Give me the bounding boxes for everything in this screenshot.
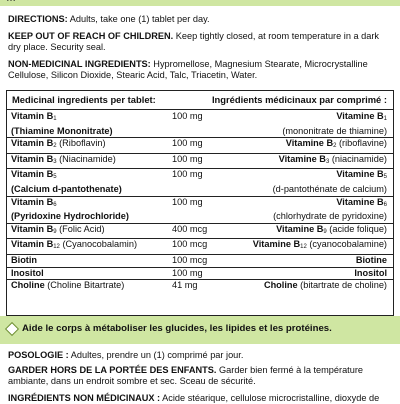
- ingredient-fr: (d-pantothénate de calcium): [272, 183, 387, 194]
- directions-text: Adults, take one (1) tablet per day.: [67, 14, 210, 24]
- french-nonmedicinal-paragraph: [8, 393, 394, 404]
- ingredient-fr: Vitamine $B_{12}$ (cyanocobalamine): [252, 239, 387, 251]
- claim-banner: [0, 316, 400, 344]
- ingredient-fr: Vitamine $B_5$: [336, 169, 387, 181]
- ingredient-en: Choline (Choline Bitartrate): [11, 280, 125, 291]
- ingredient-en: (Thiamine Mononitrate): [11, 125, 113, 136]
- ingredient-amount: 100 mg: [172, 111, 203, 121]
- ingredient-en: Biotin: [11, 254, 38, 265]
- clipped-top-text: [6, 0, 16, 4]
- ingredient-en: (Pyridoxine Hydrochloride): [11, 211, 129, 222]
- keep-out-label: KEEP OUT OF REACH OF CHILDREN.: [8, 31, 174, 41]
- ingredient-amount: 100 mg: [172, 138, 203, 149]
- directions-paragraph: [8, 14, 394, 25]
- table-row: [7, 268, 393, 281]
- table-row: [7, 239, 393, 255]
- top-green-strip: [0, 0, 400, 6]
- garder-text: Garder bien fermé à la température ambiante, dans un endroit sombre et sec. Sceau de sécurité.: [8, 365, 364, 387]
- ingredient-fr: Choline (bitartrate de choline): [263, 280, 387, 291]
- ingredient-fr: Vitamine $B_6$: [336, 196, 387, 208]
- table-row: [7, 126, 393, 139]
- table-row: [7, 197, 393, 212]
- ingredient-fr: Biotine: [355, 254, 387, 265]
- table-row: [7, 224, 393, 240]
- ingredient-amount: 100 mcg: [172, 239, 208, 250]
- ingredient-fr: Vitamine $B_9$ (acide folique): [276, 223, 387, 235]
- directions-label: DIRECTIONS:: [8, 14, 68, 24]
- ingredient-amount: 400 mcg: [172, 223, 208, 234]
- ingredient-fr: Inositol: [354, 267, 387, 278]
- ingredient-en: (Calcium d-pantothenate): [11, 183, 122, 194]
- ingredient-en: Vitamin $B_5$: [11, 169, 57, 181]
- keep-out-text: Keep tightly closed, at room temperature in a dark dry place. Security seal.: [8, 31, 380, 53]
- claim-text: Aide le corps à métaboliser les glucides, les lipides et les protéines.: [22, 323, 332, 334]
- diamond-bullet-icon: [5, 322, 19, 336]
- ingredient-amount: 100 mg: [172, 267, 203, 278]
- table-row: [7, 211, 393, 224]
- french-nonmedicinal-label: INGRÉDIENTS NON MÉDICINAUX :: [8, 393, 161, 403]
- nonmedicinal-label: NON-MEDICINAL INGREDIENTS:: [8, 59, 151, 69]
- ingredient-en: Vitamin $B_3$ (Niacinamide): [11, 153, 116, 165]
- ingredient-amount: 100 mg: [172, 169, 203, 180]
- ingredient-fr: Vitamine $B_3$ (niacinamide): [278, 153, 387, 165]
- nonmedicinal-paragraph: [8, 59, 394, 81]
- ingredient-fr: (mononitrate de thiamine): [282, 125, 387, 136]
- ingredient-amount: 100 mcg: [172, 254, 208, 265]
- table-row: [7, 154, 393, 170]
- ingredient-amount: 100 mg: [172, 153, 203, 164]
- ingredient-en: Inositol: [11, 267, 44, 278]
- table-header-en: Medicinal ingredients per tablet:: [12, 94, 156, 105]
- posologie-text: Adultes, prendre un (1) comprimé par jour.: [68, 350, 244, 360]
- table-row: [7, 184, 393, 197]
- posologie-label: POSOLOGIE :: [8, 350, 69, 360]
- table-header-fr: Ingrédients médicinaux par comprimé :: [211, 94, 387, 105]
- table-row: [7, 111, 393, 126]
- table-row: [7, 280, 393, 292]
- ingredient-en: Vitamin $B_2$ (Riboflavin): [11, 138, 106, 150]
- ingredient-en: Vitamin $B_1$: [11, 111, 57, 122]
- medicinal-ingredients-table: [6, 90, 394, 316]
- posologie-paragraph: [8, 350, 394, 361]
- ingredient-fr: Vitamine $B_2$ (riboflavine): [285, 138, 387, 150]
- table-row: [7, 255, 393, 268]
- ingredient-en: Vitamin $B_9$ (Folic Acid): [11, 223, 105, 235]
- garder-paragraph: [8, 365, 394, 387]
- keep-out-paragraph: [8, 31, 394, 53]
- ingredient-en: Vitamin $B_{12}$ (Cyanocobalamin): [11, 239, 138, 251]
- french-nonmedicinal-text: Acide stéarique, cellulose microcristalline, dioxyde de: [160, 393, 380, 403]
- garder-label: GARDER HORS DE LA PORTÉE DES ENFANTS.: [8, 365, 217, 375]
- ingredient-fr: Vitamine $B_1$: [336, 111, 387, 122]
- ingredient-en: Vitamin $B_6$: [11, 196, 57, 208]
- table-row: [7, 138, 393, 154]
- table-rows: [7, 111, 393, 292]
- ingredient-amount: 100 mg: [172, 196, 203, 207]
- ingredient-amount: 41 mg: [172, 280, 198, 291]
- ingredient-fr: (chlorhydrate de pyridoxine): [273, 211, 387, 222]
- table-row: [7, 169, 393, 184]
- nonmedicinal-text: Hypromellose, Magnesium Stearate, Microcrystalline Cellulose, Silicon Dioxide, Stearic Acid, Talc, Triacetin, Water.: [8, 59, 368, 81]
- table-header: [7, 91, 393, 110]
